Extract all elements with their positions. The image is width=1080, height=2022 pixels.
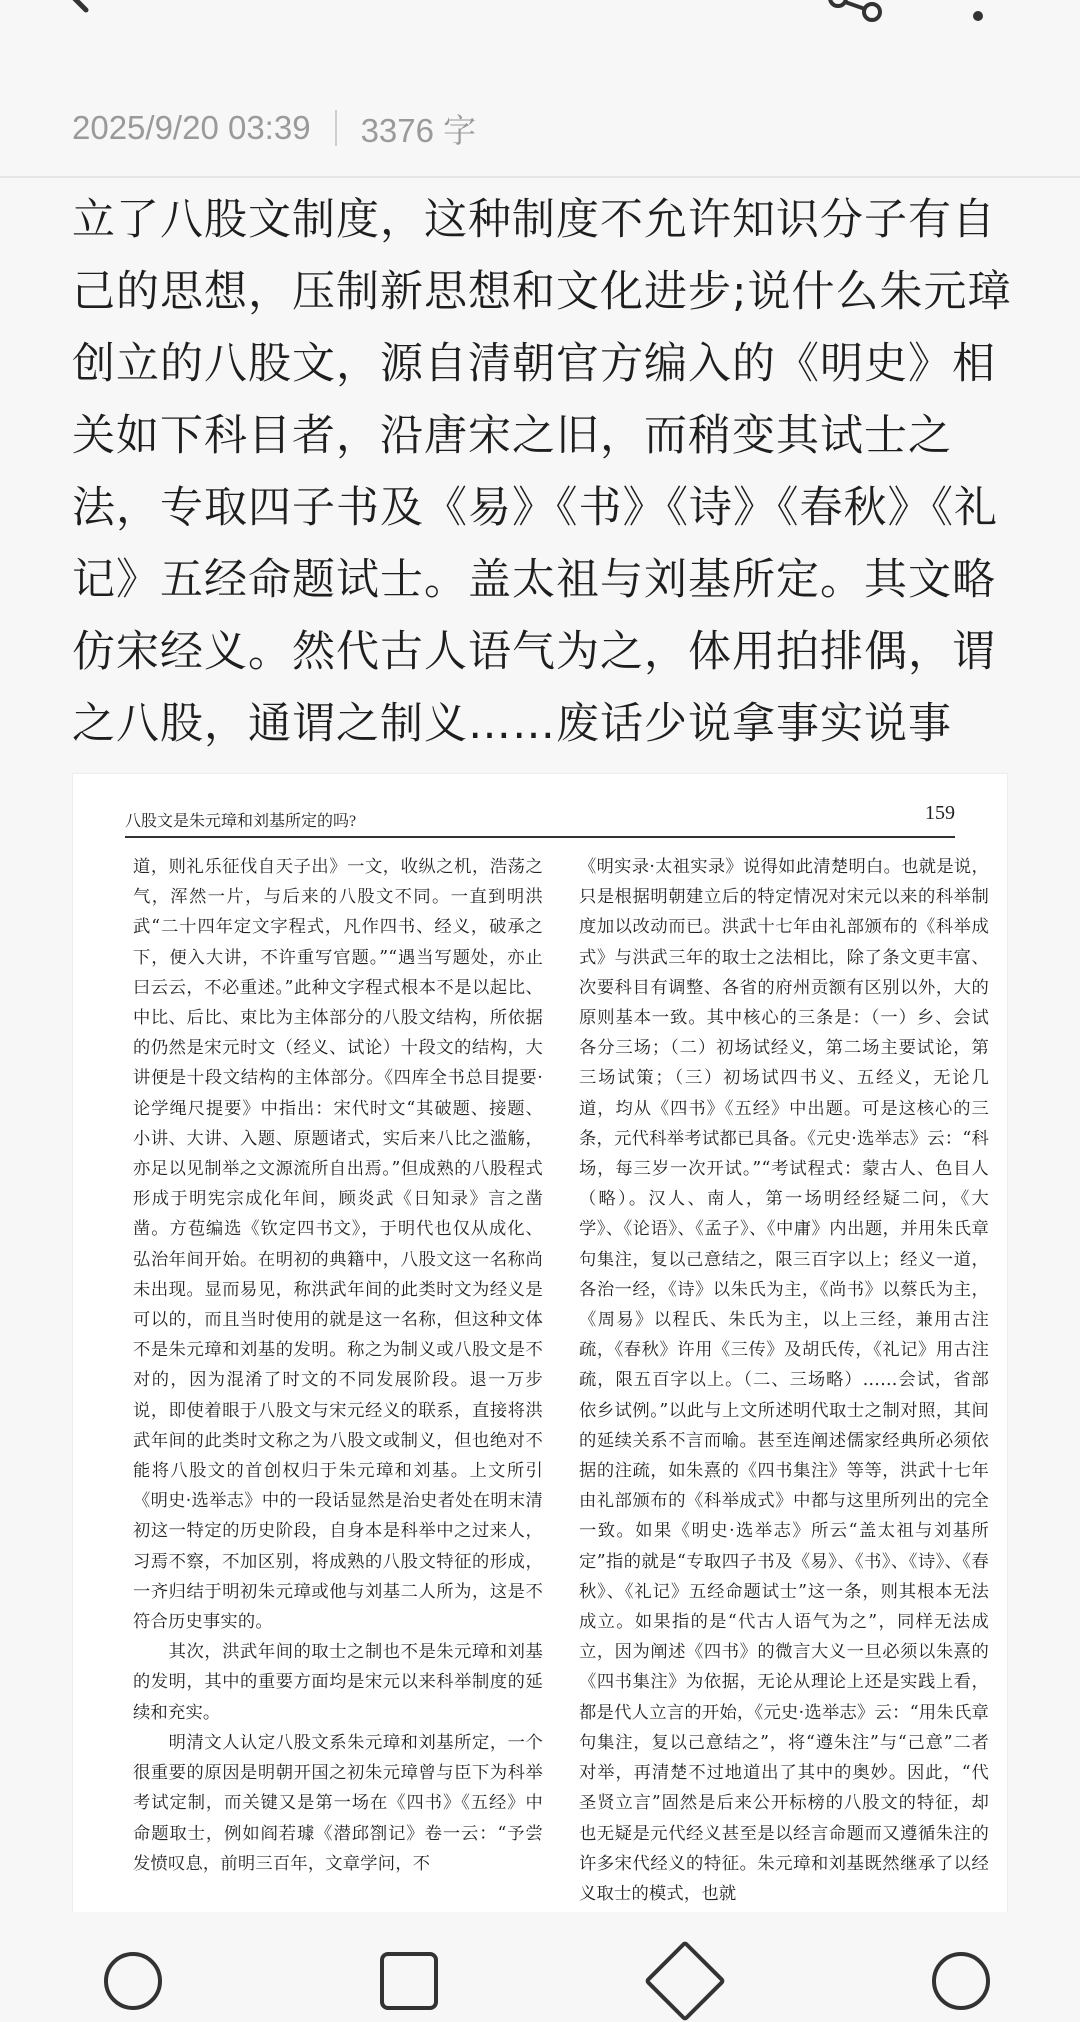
more-icon[interactable] [966,0,990,24]
word-count: 3376 字 [360,111,477,149]
meta-separator [335,110,337,146]
profile-icon[interactable] [932,1952,990,2010]
top-toolbar [0,0,1080,60]
bottom-nav [0,1912,1080,1966]
header-rule [125,836,955,838]
timestamp: 2025/9/20 03:39 [72,109,311,146]
edit-icon[interactable] [644,1940,726,2022]
page-number: 159 [925,802,955,824]
share-icon[interactable] [826,0,884,24]
like-icon[interactable] [380,1952,438,2010]
comment-icon[interactable] [104,1952,162,2010]
scan-left-column: 道，则礼乐征伐自天子出》一文，收纵之机，浩荡之气，浑然一片，与后来的八股文不同。一直到明洪武“二十四年定文字程式，凡作四书、经义，破承之下，便入大讲，不许重写官题。”“遇当写题处，亦止曰云云，不必重述。”此种文字程式根本不是以起比、中比、后比、束比为主体部分的八股文结构，所依据的仍然是宋元时文（经义、试论）十段文的结构，大讲便是十段文结构的主体部分。《四库全书总目提要·论学绳尺提要》中指出：宋代时文“其破题、接题、小讲、大讲、入题、原题诸式，实后来八比之滥觞，亦足以见制举之文源流所自出焉。”但成熟的八股程式形成于明宪宗成化年间，顾炎武《日知录》言之凿凿。方苞编选《钦定四书文》，于明代也仅从成化、弘治年间开始。在明初的典籍中，八股文这一名称尚未出现。显而易见，称洪武年间的此类时文为经义是可以的，而且当时使用的就是这一名称，但这种文体不是朱元璋和刘基的发明。称之为制义或八股文是不对的，因为混淆了时文的不同发展阶段。退一万步说，即使着眼于八股文与宋元经义的联系，直接将洪武年间的此类时文称之为八股文或制义，但也绝对不能将八股文的首创权归于朱元璋和刘基。上文所引《明史·选举志》中的一段话显然是治史者处在明末清初这一特定的历史阶段，自身本是科举中之过来人，习焉不察，不加区别，将成熟的八股文特征的形成，一齐归结于明初朱元璋或他与刘基二人所为，这是不符合历史事实的。 其次，洪武年间的取士之制也不是朱元璋和刘基的发明，其中的重要方面均是宋元以来科举制度的延续和充实。 明清文人认定八股文系朱元璋和刘基所定，一个很重要的原因是明朝开国之初朱元璋曾与臣下为科举考试定制，而关键又是第一场在《四书》《五经》中命题取士，例如阎若璩《潜邱劄记》卷一云：“予尝发愤叹息，前明三百年，文章学问，不 [133,857,543,1874]
running-head: 八股文是朱元璋和刘基所定的吗? [125,813,357,830]
back-icon[interactable] [64,0,108,24]
divider [0,176,1080,178]
scanned-page-image[interactable] [72,773,1008,1935]
article-body: 立了八股文制度，这种制度不允许知识分子有自己的思想，压制新思想和文化进步;说什么朱元璋创立的八股文，源自清朝官方编入的《明史》相关如下科目者，沿唐宋之旧，而稍变其试士之法，专取四子书及《易》《书》《诗》《春秋》《礼记》五经命题试士。盖太祖与刘基所定。其文略仿宋经义。然代古人语气为之，体用拍排偶，谓之八股，通谓之制义……废话少说拿事实说事 [72,195,1012,749]
article-meta [72,108,476,148]
scan-right-column: 《明实录·太祖实录》说得如此清楚明白。也就是说，只是根据明朝建立后的特定情况对宋元以来的科举制度加以改动而已。洪武十七年由礼部颁布的《科举成式》与洪武三年的取士之法相比，除了条文更丰富、次要科目有调整、各省的府州贡额有区别以外，大的原则基本一致。其中核心的三条是：（一）乡、会试各分三场；（二）初场试经义，第二场主要试论，第三场试策；（三）初场试四书义、五经义，无论几道，均从《四书》《五经》中出题。可是这核心的三条，元代科举考试都已具备。《元史·选举志》云：“科场，每三岁一次开试。”“考试程式：蒙古人、色目人（略）。汉人、南人，第一场明经经疑二问，《大学》、《论语》、《孟子》、《中庸》内出题，并用朱氏章句集注，复以己意结之，限三百字以上；经义一道，各治一经，《诗》以朱氏为主，《尚书》以蔡氏为主，《周易》以程氏、朱氏为主，以上三经，兼用古注疏，《春秋》许用《三传》及胡氏传，《礼记》用古注疏，限五百字以上。（二、三场略）……会试，省部依乡试例。”以此与上文所述明代取士之制对照，其间的延续关系不言而喻。甚至连阐述儒家经典所必须依据的注疏，如朱熹的《四书集注》等等，洪武十七年由礼部颁布的《科举成式》中都与这里所列出的完全一致。如果《明史·选举志》所云“盖太祖与刘基所定”指的就是“专取四子书及《易》、《书》、《诗》、《春秋》、《礼记》五经命题试士”这一条，则其根本无法成立。如果指的是“代古人语气为之”，同样无法成立，因为阐述《四书》的微言大义一旦必须以朱熹的《四书集注》为依据，无论从理论上还是实践上看，都是代人立言的开始，《元史·选举志》云：“用朱氏章句集注，复以己意结之”，将“遵朱注”与“己意”二者对举，再清楚不过地道出了其中的奥妙。因此，“代圣贤立言”固然是后来公开标榜的八股文的特征，却也无疑是元代经义甚至是以经言命题而又遵循朱注的许多宋代经义的特征。朱元璋和刘基既然继承了以经义取士的模式，也就 [579,857,989,1904]
